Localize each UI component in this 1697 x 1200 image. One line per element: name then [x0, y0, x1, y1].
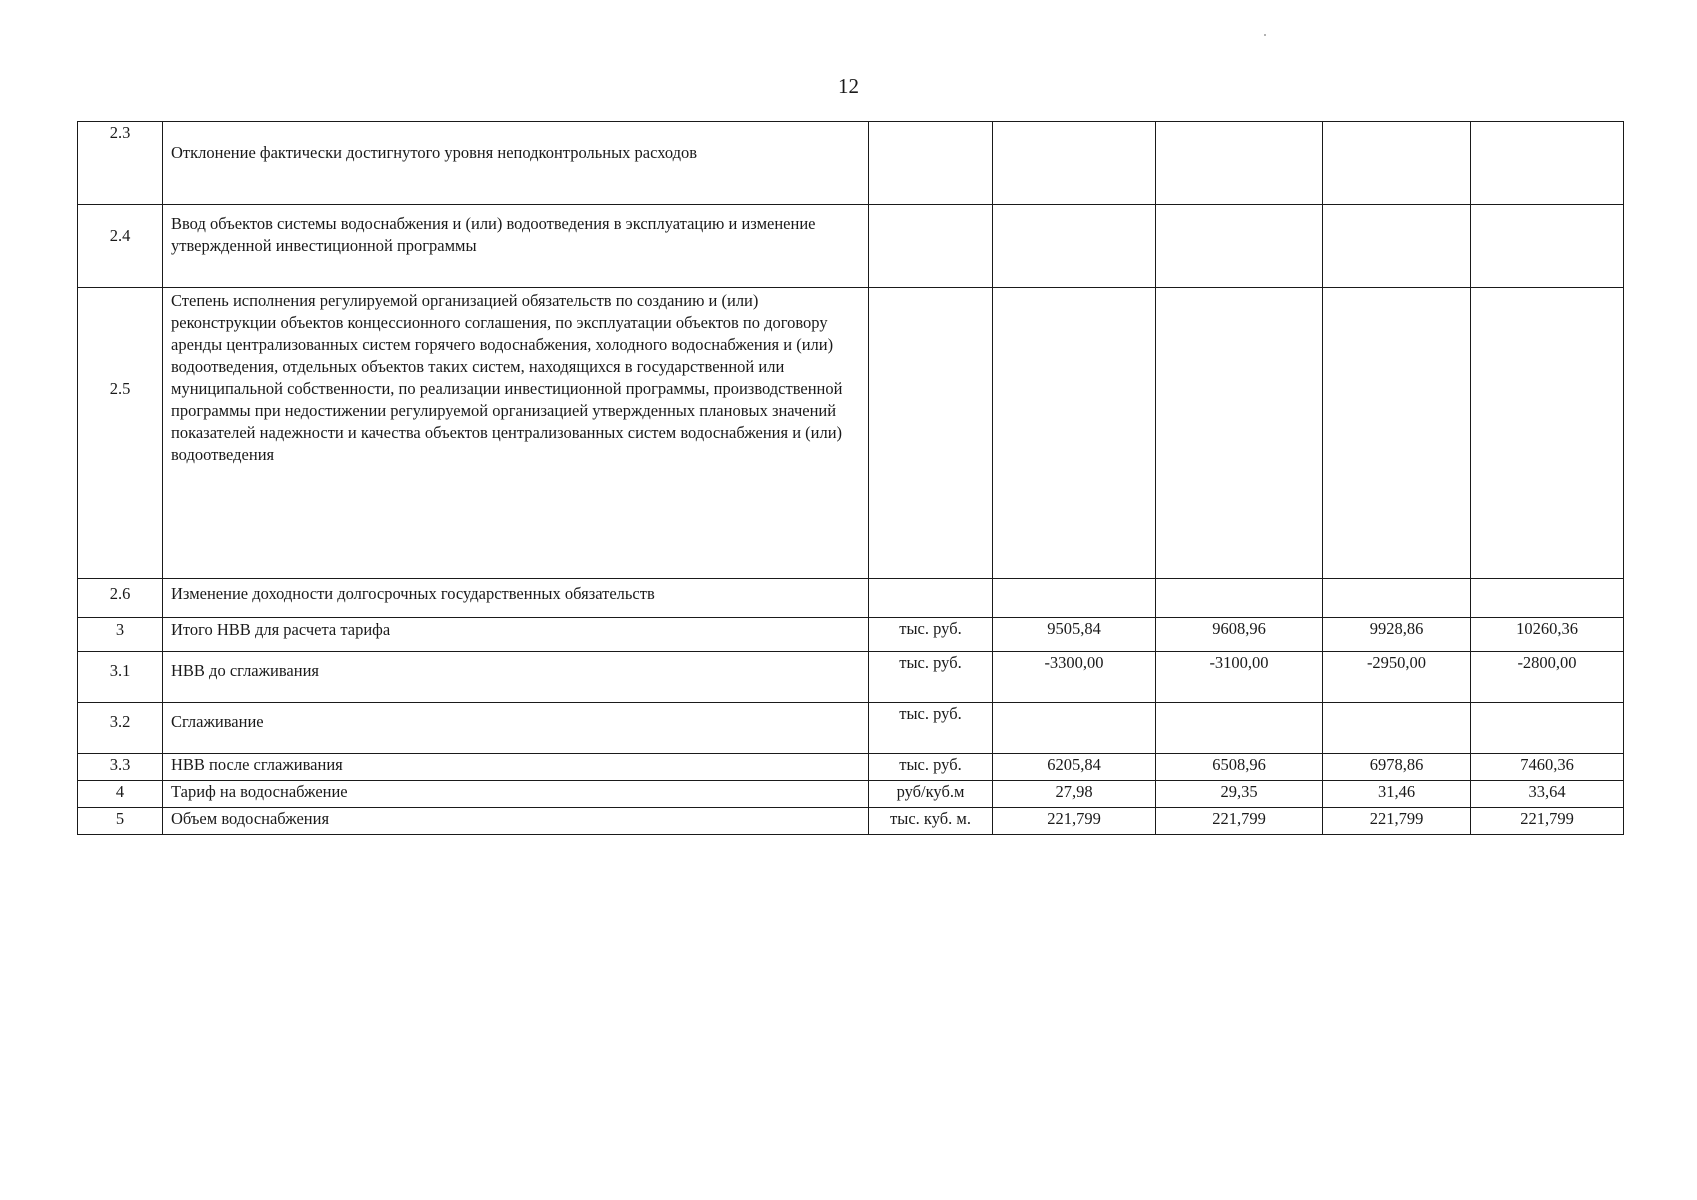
- scan-speck: [1264, 34, 1266, 36]
- row-value: [1323, 579, 1471, 618]
- row-name: Итого НВВ для расчета тарифа: [163, 618, 869, 652]
- row-value: 221,799: [993, 808, 1156, 835]
- row-value: [1323, 703, 1471, 754]
- row-value: [1471, 703, 1624, 754]
- table-row: [78, 781, 1624, 808]
- row-unit: руб/куб.м: [869, 781, 993, 808]
- row-value: 6978,86: [1323, 754, 1471, 781]
- row-name: Тариф на водоснабжение: [163, 781, 869, 808]
- table-row: [78, 288, 1624, 579]
- row-value: -3300,00: [993, 652, 1156, 703]
- row-number: 4: [78, 781, 163, 808]
- row-value: [993, 703, 1156, 754]
- row-value: 9505,84: [993, 618, 1156, 652]
- row-unit: [869, 579, 993, 618]
- row-value: 6205,84: [993, 754, 1156, 781]
- row-value: [1323, 122, 1471, 205]
- row-name: НВВ до сглаживания: [163, 652, 869, 703]
- row-unit: тыс. руб.: [869, 703, 993, 754]
- table-row: [78, 754, 1624, 781]
- row-value: 31,46: [1323, 781, 1471, 808]
- row-number: 3.3: [78, 754, 163, 781]
- row-name: НВВ после сглаживания: [163, 754, 869, 781]
- row-value: [1323, 288, 1471, 579]
- row-value: [1471, 122, 1624, 205]
- row-value: [1471, 205, 1624, 288]
- row-name: Ввод объектов системы водоснабжения и (или) водоотведения в эксплуатацию и изменение утвержденной инвестиционной программы: [163, 205, 869, 288]
- table-row: [78, 579, 1624, 618]
- row-value: [1156, 579, 1323, 618]
- row-unit: тыс. руб.: [869, 618, 993, 652]
- row-value: 221,799: [1156, 808, 1323, 835]
- row-value: [993, 288, 1156, 579]
- row-name: Объем водоснабжения: [163, 808, 869, 835]
- row-number: 2.6: [78, 579, 163, 618]
- row-value: [993, 205, 1156, 288]
- row-value: [1156, 122, 1323, 205]
- row-value: [993, 122, 1156, 205]
- row-value: [993, 579, 1156, 618]
- row-value: -2800,00: [1471, 652, 1624, 703]
- row-value: [1156, 205, 1323, 288]
- row-value: -2950,00: [1323, 652, 1471, 703]
- table-row: [78, 652, 1624, 703]
- table-row: [78, 703, 1624, 754]
- row-number: 3.1: [78, 652, 163, 703]
- row-unit: тыс. куб. м.: [869, 808, 993, 835]
- row-unit: [869, 288, 993, 579]
- row-name: Изменение доходности долгосрочных государственных обязательств: [163, 579, 869, 618]
- row-value: 29,35: [1156, 781, 1323, 808]
- row-value: [1471, 288, 1624, 579]
- tariff-table: [77, 121, 1624, 835]
- row-unit: [869, 205, 993, 288]
- row-value: [1156, 703, 1323, 754]
- row-value: 27,98: [993, 781, 1156, 808]
- table-row: [78, 808, 1624, 835]
- table-row: [78, 122, 1624, 205]
- row-name: Отклонение фактически достигнутого уровня неподконтрольных расходов: [163, 122, 869, 205]
- row-number: 2.5: [78, 288, 163, 579]
- row-number: 3: [78, 618, 163, 652]
- row-value: [1471, 579, 1624, 618]
- row-value: -3100,00: [1156, 652, 1323, 703]
- row-value: [1156, 288, 1323, 579]
- row-value: 221,799: [1471, 808, 1624, 835]
- table-row: [78, 618, 1624, 652]
- row-number: 2.3: [78, 122, 163, 205]
- row-value: 33,64: [1471, 781, 1624, 808]
- page-number: 12: [838, 74, 859, 98]
- row-value: 9608,96: [1156, 618, 1323, 652]
- row-number: 5: [78, 808, 163, 835]
- row-number: 3.2: [78, 703, 163, 754]
- row-unit: тыс. руб.: [869, 652, 993, 703]
- row-value: 7460,36: [1471, 754, 1624, 781]
- row-value: 9928,86: [1323, 618, 1471, 652]
- row-number: 2.4: [78, 205, 163, 288]
- row-value: 221,799: [1323, 808, 1471, 835]
- row-value: [1323, 205, 1471, 288]
- row-value: 10260,36: [1471, 618, 1624, 652]
- row-name: Сглаживание: [163, 703, 869, 754]
- table-row: [78, 205, 1624, 288]
- row-unit: тыс. руб.: [869, 754, 993, 781]
- row-value: 6508,96: [1156, 754, 1323, 781]
- row-name: Степень исполнения регулируемой организацией обязательств по созданию и (или) реконструкции объектов концессионного соглашения, по эксплуатации объектов по договору аренды централизованных систем горячего водоснабжения, холодного водоснабжения и (или) водоотведения, отдельных объектов таких систем, находящихся в государственной или муниципальной собственности, по реализации инвестиционной программы, производственной программы при недостижении регулируемой организацией утвержденных плановых значений показателей надежности и качества объектов централизованных систем водоснабжения и (или) водоотведения: [163, 288, 869, 579]
- row-unit: [869, 122, 993, 205]
